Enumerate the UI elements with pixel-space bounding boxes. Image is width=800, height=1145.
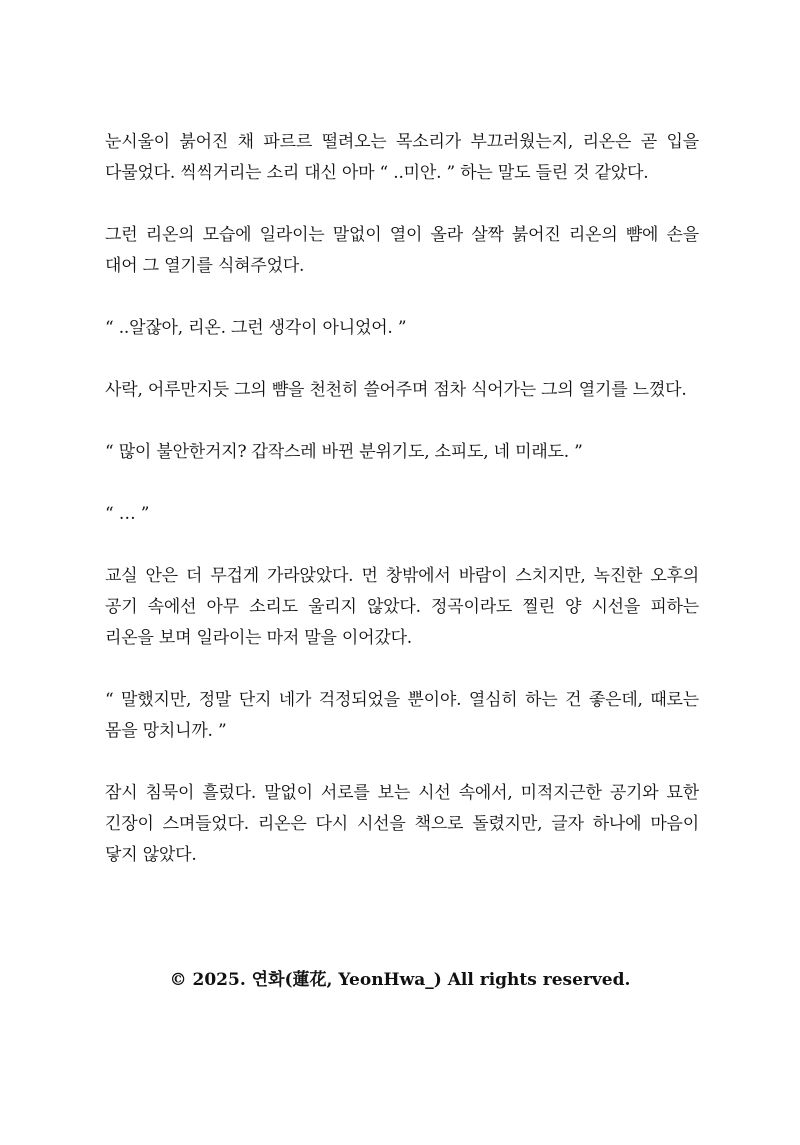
paragraph-3: “ ..알잖아, 리온. 그런 생각이 아니었어. ” — [105, 318, 407, 338]
paragraph-8: “ 말했지만, 정말 단지 네가 걱정되었을 뿐이야. 열심히 하는 건 좋은데, 때로는 몸을 망치니까. ” — [105, 690, 699, 741]
paragraph-7: 교실 안은 더 무겁게 가라앉았다. 먼 창밖에서 바람이 스치지만, 녹진한 오후의 공기 속에선 아무 소리도 울리지 않았다. 정곡이라도 찔린 양 시선을 피하는 리온을 보며 일라이는 마저 말을 이어갔다. — [105, 566, 699, 648]
paragraph-4: 사락, 어루만지듯 그의 뺨을 천천히 쓸어주며 점차 식어가는 그의 열기를 느꼈다. — [105, 380, 687, 400]
paragraph-1: 눈시울이 붉어진 채 파르르 떨려오는 목소리가 부끄러웠는지, 리온은 곧 입을 다물었다. 씩씩거리는 소리 대신 아마 “ ..미안. ” 하는 말도 들린 것 같았다. — [105, 132, 699, 183]
document-body — [105, 127, 699, 902]
copyright-footer: © 2025. 연화(蓮花, YeonHwa_) All rights reserved. — [169, 970, 631, 990]
paragraph-2: 그런 리온의 모습에 일라이는 말없이 열이 올라 살짝 붉어진 리온의 뺨에 손을 대어 그 열기를 식혀주었다. — [105, 225, 699, 276]
paragraph-5: “ 많이 불안한거지? 갑작스레 바뀐 분위기도, 소피도, 네 미래도. ” — [105, 442, 583, 462]
paragraph-6: “ … ” — [105, 504, 150, 524]
paragraph-9: 잠시 침묵이 흘렀다. 말없이 서로를 보는 시선 속에서, 미적지근한 공기와 묘한 긴장이 스며들었다. 리온은 다시 시선을 책으로 돌렸지만, 글자 하나에 마음이 닿지 않았다. — [105, 783, 699, 865]
